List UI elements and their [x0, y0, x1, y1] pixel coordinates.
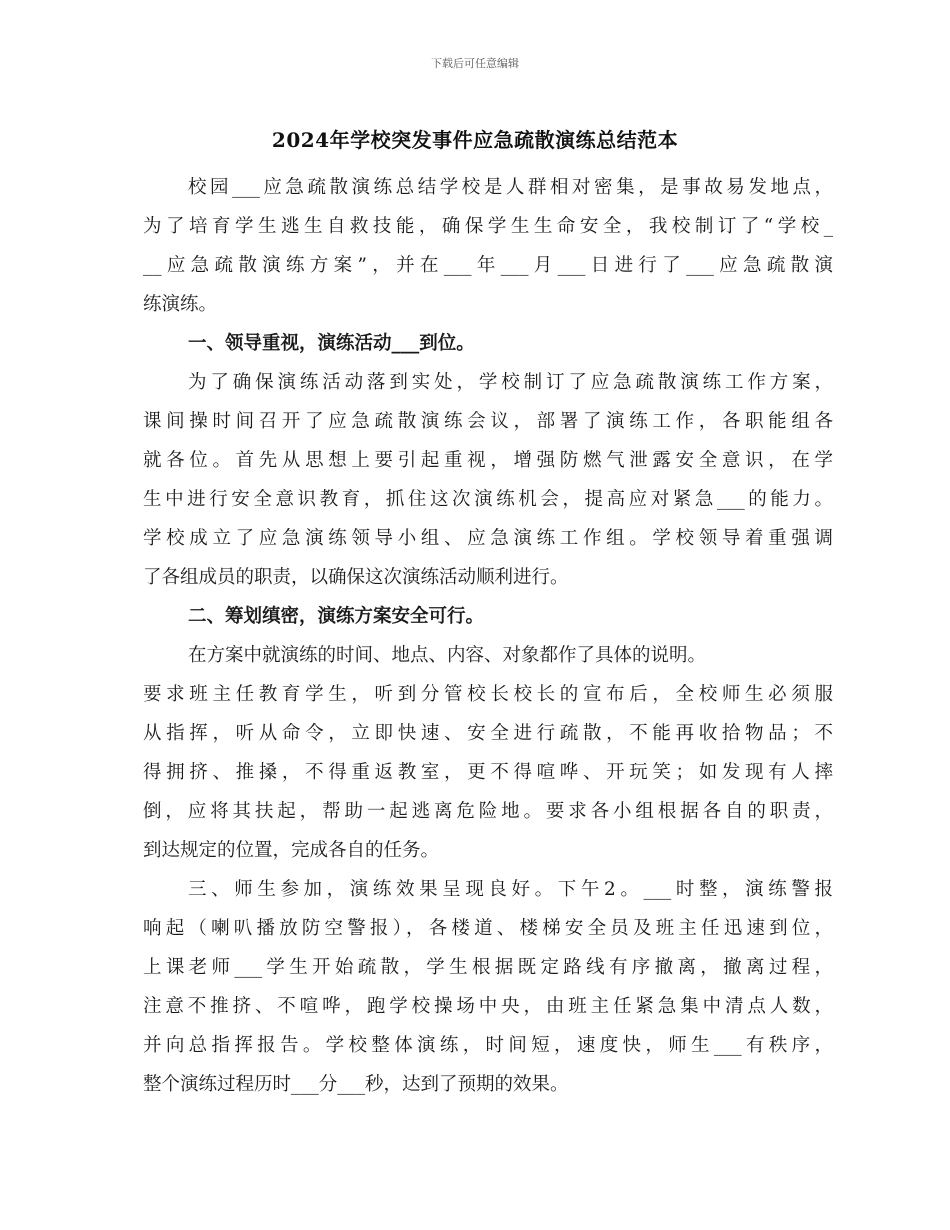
- body-line: 在方案中就演练的时间、地点、内容、对象都作了具体的说明。: [188, 645, 707, 666]
- body-line: 注意不推挤、不喧哗，跑学校操场中央，由班主任紧急集中清点人数，: [143, 996, 833, 1017]
- section-heading-2: 二、筹划缜密，演练方案安全可行。: [188, 606, 485, 627]
- body-line: 从指挥，听从命令，立即快速、安全进行疏散，不能再收拾物品；不: [143, 723, 833, 744]
- body-line: 为了确保演练活动落到实处，学校制订了应急疏散演练工作方案，: [188, 372, 833, 393]
- body-line: 响起（喇叭播放防空警报），各楼道、楼梯安全员及班主任迅速到位，: [143, 918, 833, 939]
- body-line: 倒，应将其扶起，帮助一起逃离危险地。要求各小组根据各自的职责，: [143, 801, 833, 822]
- body-line: 校园___应急疏散演练总结学校是人群相对密集，是事故易发地点，: [188, 177, 833, 198]
- body-line: 得拥挤、推搡，不得重返教室，更不得喧哗、开玩笑；如发现有人摔: [143, 762, 833, 783]
- body-line: 上课老师___学生开始疏散，学生根据既定路线有序撤离，撤离过程，: [143, 957, 833, 978]
- body-line: 并向总指挥报告。学校整体演练，时间短，速度快，师生___有秩序，: [143, 1035, 833, 1056]
- section-heading-3: 三、师生参加，演练效果呈现良好。下午2。___时整，演练警报: [188, 879, 833, 900]
- body-line: 要求班主任教育学生，听到分管校长校长的宣布后，全校师生必须服: [143, 684, 833, 705]
- body-line: 了各组成员的职责，以确保这次演练活动顺利进行。: [143, 567, 569, 588]
- document-body: [143, 168, 833, 1104]
- header-note: 下载后可任意编辑: [431, 57, 519, 70]
- document-title: 2024年学校突发事件应急疏散演练总结范本: [271, 128, 679, 152]
- body-line: 为了培育学生逃生自救技能，确保学生生命安全，我校制订了“学校_: [143, 216, 833, 237]
- body-line: 练演练。: [143, 294, 218, 315]
- body-line: 到达规定的位置，完成各自的任务。: [143, 840, 440, 861]
- body-line: 学校成立了应急演练领导小组、应急演练工作组。学校领导着重强调: [143, 528, 833, 549]
- body-line: 就各位。首先从思想上要引起重视，增强防燃气泄露安全意识，在学: [143, 450, 833, 471]
- body-line: 课间操时间召开了应急疏散演练会议，部署了演练工作，各职能组各: [143, 411, 833, 432]
- section-heading-1: 一、领导重视，演练活动___到位。: [188, 333, 475, 354]
- body-line: 生中进行安全意识教育，抓住这次演练机会，提高应对紧急___的能力。: [143, 489, 833, 510]
- body-line: __应急疏散演练方案”，并在___年___月___日进行了___应急疏散演: [143, 255, 833, 276]
- body-line: 整个演练过程历时___分___秒，达到了预期的效果。: [143, 1074, 569, 1095]
